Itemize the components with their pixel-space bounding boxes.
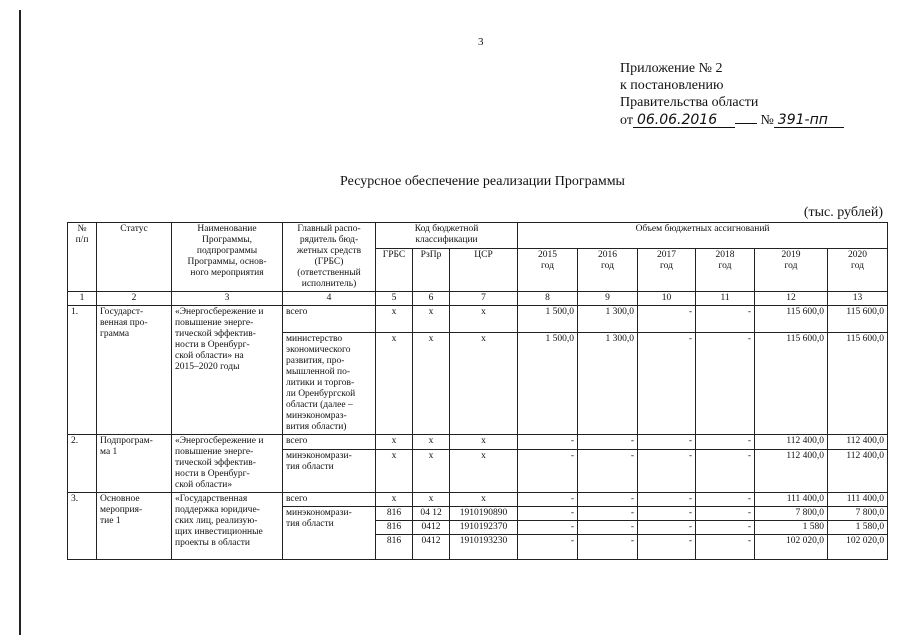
cell-2016: - — [578, 435, 638, 450]
cell-2019: 112 400,0 — [755, 450, 828, 493]
row-status: Подпрограм- ма 1 — [97, 435, 172, 493]
cell-2020: 7 800,0 — [828, 507, 888, 521]
row-name: «Энергосбережение и повышение энерге- тической эффектив- ности в Оренбург- ской области» — [172, 435, 283, 493]
cell-2020: 115 600,0 — [828, 333, 888, 435]
row-executor: министерство экономического развития, про- мышленной по- литики и торгов- ли Оренбургской области (далее – минэкономраз- вития области) — [283, 333, 376, 435]
appendix-block — [620, 60, 844, 129]
cell-2020: 112 400,0 — [828, 450, 888, 493]
cell-2015: - — [518, 535, 578, 560]
cell-2018: - — [696, 507, 755, 521]
cell-2016: - — [578, 507, 638, 521]
cell-rzpr: x — [413, 333, 450, 435]
header-year-2018: 2018 год — [696, 249, 755, 292]
cell-2018: - — [696, 306, 755, 333]
cell-2016: 1 300,0 — [578, 333, 638, 435]
cell-rzpr: 0412 — [413, 535, 450, 560]
cell-2019: 102 020,0 — [755, 535, 828, 560]
row-status: Основное мероприя- тие 1 — [97, 493, 172, 560]
cell-rzpr: 0412 — [413, 521, 450, 535]
cell-grbs: 816 — [376, 521, 413, 535]
column-number: 10 — [638, 292, 696, 306]
cell-2017: - — [638, 306, 696, 333]
header-budget-code: Код бюджетной классификации — [376, 223, 518, 249]
row-number: 2. — [68, 435, 97, 493]
row-status: Государст- венная про- грамма — [97, 306, 172, 435]
header-num: № п/п — [68, 223, 97, 292]
cell-2019: 112 400,0 — [755, 435, 828, 450]
cell-2015: - — [518, 450, 578, 493]
column-number: 6 — [413, 292, 450, 306]
column-number: 3 — [172, 292, 283, 306]
appendix-date-line — [620, 111, 844, 129]
cell-2019: 115 600,0 — [755, 306, 828, 333]
cell-2017: - — [638, 507, 696, 521]
cell-2019: 7 800,0 — [755, 507, 828, 521]
column-number: 13 — [828, 292, 888, 306]
cell-2020: 1 580,0 — [828, 521, 888, 535]
number-prefix: № — [760, 113, 774, 128]
header-status: Статус — [97, 223, 172, 292]
cell-2016: - — [578, 450, 638, 493]
cell-2018: - — [696, 333, 755, 435]
cell-csr: x — [450, 450, 518, 493]
column-number: 2 — [97, 292, 172, 306]
resource-table — [67, 222, 888, 560]
cell-grbs: x — [376, 450, 413, 493]
column-number: 5 — [376, 292, 413, 306]
header-rzpr: РзПр — [413, 249, 450, 292]
cell-2017: - — [638, 493, 696, 507]
header-year-2015: 2015 год — [518, 249, 578, 292]
cell-2019: 115 600,0 — [755, 333, 828, 435]
cell-grbs: x — [376, 435, 413, 450]
appendix-line-2: к постановлению — [620, 78, 724, 93]
cell-rzpr: x — [413, 493, 450, 507]
unit-label: (тыс. рублей) — [803, 205, 883, 220]
row-executor: всего — [283, 493, 376, 507]
decree-number: 391-пп — [774, 113, 844, 128]
cell-2020: 102 020,0 — [828, 535, 888, 560]
appendix-line-1: Приложение № 2 — [620, 61, 723, 76]
cell-csr: x — [450, 435, 518, 450]
cell-rzpr: x — [413, 450, 450, 493]
cell-grbs: 816 — [376, 507, 413, 521]
row-executor: минэкономрази- тия области — [283, 507, 376, 560]
cell-2015: 1 500,0 — [518, 333, 578, 435]
cell-grbs: 816 — [376, 535, 413, 560]
cell-2015: - — [518, 493, 578, 507]
row-number: 3. — [68, 493, 97, 560]
cell-2016: - — [578, 521, 638, 535]
header-year-2016: 2016 год — [578, 249, 638, 292]
column-number: 8 — [518, 292, 578, 306]
cell-2018: - — [696, 493, 755, 507]
cell-2018: - — [696, 521, 755, 535]
row-name: «Энергосбережение и повышение энерге- тической эффектив- ности в Оренбург- ской области» на 2015–2020 годы — [172, 306, 283, 435]
header-volume: Объем бюджетных ассигнований — [518, 223, 888, 249]
cell-csr: x — [450, 333, 518, 435]
column-number: 12 — [755, 292, 828, 306]
cell-csr: x — [450, 493, 518, 507]
cell-grbs: x — [376, 333, 413, 435]
cell-2016: - — [578, 535, 638, 560]
table-row — [68, 435, 888, 450]
header-grbs-main: Главный распо- рядитель бюд- жетных средств (ГРБС) (ответственный исполнитель) — [283, 223, 376, 292]
cell-2020: 111 400,0 — [828, 493, 888, 507]
cell-2017: - — [638, 535, 696, 560]
table-row — [68, 306, 888, 333]
appendix-line-3: Правительства области — [620, 95, 759, 110]
column-number-row — [68, 292, 888, 306]
row-number: 1. — [68, 306, 97, 435]
row-executor: всего — [283, 306, 376, 333]
cell-2017: - — [638, 521, 696, 535]
column-number: 11 — [696, 292, 755, 306]
header-year-2019: 2019 год — [755, 249, 828, 292]
cell-csr: 1910192370 — [450, 521, 518, 535]
cell-2016: - — [578, 493, 638, 507]
cell-2015: - — [518, 507, 578, 521]
cell-2019: 1 580 — [755, 521, 828, 535]
header-name: Наименование Программы, подпрограммы Программы, основ- ного мероприятия — [172, 223, 283, 292]
cell-2015: - — [518, 521, 578, 535]
cell-2020: 115 600,0 — [828, 306, 888, 333]
cell-2016: 1 300,0 — [578, 306, 638, 333]
cell-2018: - — [696, 535, 755, 560]
cell-csr: 1910190890 — [450, 507, 518, 521]
cell-2018: - — [696, 450, 755, 493]
column-number: 1 — [68, 292, 97, 306]
header-grbs: ГРБС — [376, 249, 413, 292]
cell-2017: - — [638, 435, 696, 450]
date-prefix: от — [620, 113, 633, 128]
column-number: 7 — [450, 292, 518, 306]
row-executor: минэкономрази- тия области — [283, 450, 376, 493]
column-number: 4 — [283, 292, 376, 306]
cell-rzpr: 04 12 — [413, 507, 450, 521]
cell-grbs: x — [376, 306, 413, 333]
header-csr: ЦСР — [450, 249, 518, 292]
cell-csr: 1910193230 — [450, 535, 518, 560]
table-row — [68, 493, 888, 507]
cell-2020: 112 400,0 — [828, 435, 888, 450]
cell-2017: - — [638, 450, 696, 493]
cell-2015: 1 500,0 — [518, 306, 578, 333]
document-title: Ресурсное обеспечение реализации Программы — [340, 174, 625, 189]
cell-2018: - — [696, 435, 755, 450]
cell-2017: - — [638, 333, 696, 435]
cell-rzpr: x — [413, 306, 450, 333]
cell-rzpr: x — [413, 435, 450, 450]
cell-grbs: x — [376, 493, 413, 507]
scan-edge-line — [19, 10, 21, 635]
cell-2019: 111 400,0 — [755, 493, 828, 507]
column-number: 9 — [578, 292, 638, 306]
row-executor: всего — [283, 435, 376, 450]
decree-date: 06.06.2016 — [633, 113, 735, 128]
cell-csr: x — [450, 306, 518, 333]
header-year-2020: 2020 год — [828, 249, 888, 292]
row-name: «Государственная поддержка юридиче- ских лиц, реализую- щих инвестиционные проекты в области — [172, 493, 283, 560]
cell-2015: - — [518, 435, 578, 450]
header-year-2017: 2017 год — [638, 249, 696, 292]
date-underline — [735, 111, 757, 124]
header-row-1 — [68, 223, 888, 249]
page-number: 3 — [478, 36, 484, 48]
